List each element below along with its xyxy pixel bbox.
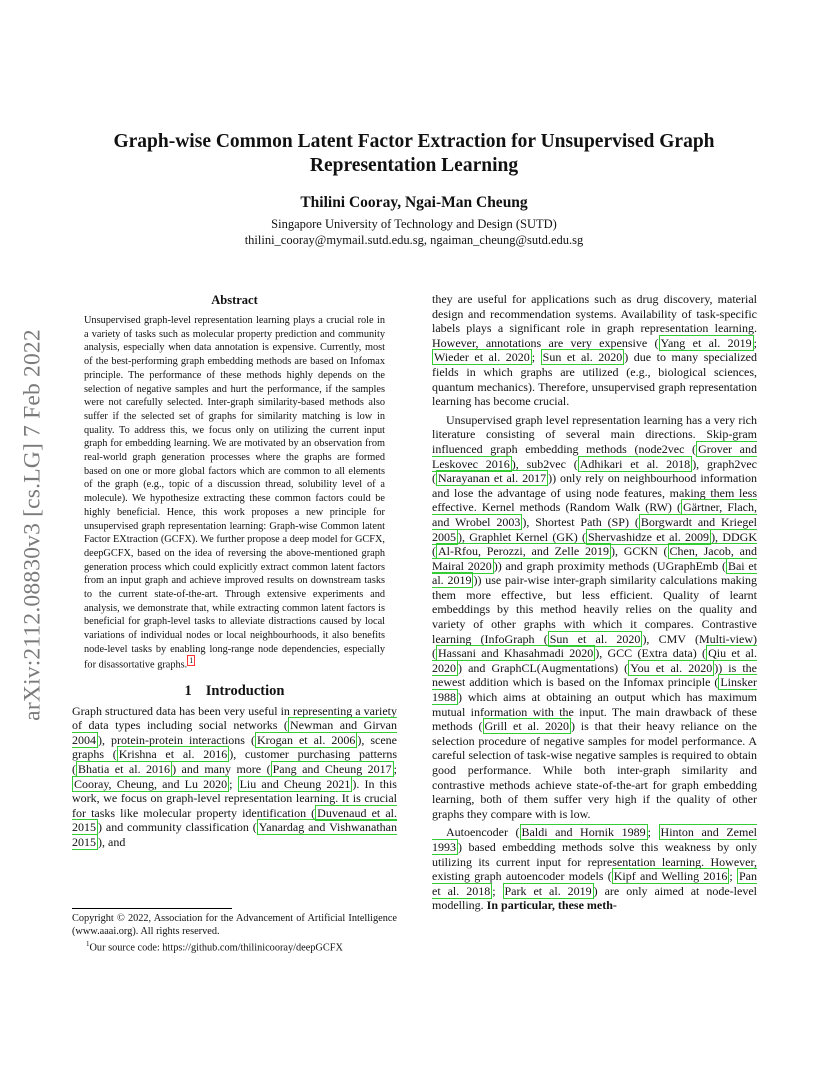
citation-link[interactable]: Al-Rfou, Perozzi, and Zelle 2019 — [438, 544, 609, 559]
text-run: ; — [531, 350, 541, 365]
text-run: )) is the newest addition which is based on the Infomax principle ( — [432, 660, 758, 690]
abstract-text: Unsupervised graph-level representation learning plays a crucial role in a variety of tasks such as molecular property prediction and community analysis, especially when data annotation is expensive. Currently, most of the best-performing graph embedding methods are based on Infomax principle. The performance of these methods highly depends on the selection of negative samples and hurt the performance, if the samples were not carefully selected. Inter-graph similarity-based methods also suffer if the selected set of graphs for similarity matching is low in quality. To address this, we focus only on utilizing the current input graph for embedding learning. We are motivated by an observation from real-world graph generation processes where the graphs are formed based on one or more global factors which are common to all elements of the graph (e.g., topic of a discussion thread, solubility level of a molecule). We hypothesize extracting these common factors could be highly beneficial. Hence, this work proposes a new principle for unsupervised graph representation learning: Graph-wise Common latent Factor EXtraction (GCFX). We further propose a deep model for GCFX, deepGCFX, based on the idea of reversing the above-mentioned graph generation process which could explicitly extract common latent factors from an input graph and achieve improved results on downstream tasks to the current state-of-the-art. Through extensive experiments and analysis, we demonstrate that, while extracting common latent factors is beneficial for graph-level tasks to alleviate distractions caused by local variations of individual nodes or local neighbourhoods, it also benefits node-level tasks by enabling long-range node dependencies, especially for disassortative graphs. — [84, 315, 385, 670]
text-run: ), DDGK ( — [432, 529, 757, 559]
citation-link[interactable]: Borgwardt and Kriegel 2005 — [432, 514, 757, 544]
citation-link[interactable]: Narayanan et al. 2017 — [438, 471, 547, 486]
citation-link[interactable]: Pang and Cheung 2017 — [272, 762, 392, 777]
citation-link[interactable]: Linsker 1988 — [432, 675, 757, 705]
text-run: they are useful for applications such as drug discovery, material design and recommendation systems. Availability of task-specific labels plays a significant role in graph representation learning. However, annotations are very expensive ( — [432, 292, 757, 350]
citation-link[interactable]: Yanardag and Vishwanathan 2015 — [72, 820, 397, 850]
affiliation-block — [100, 216, 728, 248]
text-run: ), protein-protein interactions ( — [98, 732, 255, 747]
text-run: Unsupervised graph level representation learning has a very rich literature consisting of several main directions. Skip-gram influenced graph embedding methods (node2vec ( — [432, 412, 757, 456]
citation-link[interactable]: Sun et al. 2020 — [542, 350, 623, 365]
intro-paragraph-1 — [72, 704, 397, 850]
title-line-1: Graph-wise Common Latent Factor Extraction for Unsupervised Graph — [113, 131, 715, 152]
right-column — [432, 292, 757, 913]
citation-link[interactable]: Yang et al. 2019 — [660, 335, 752, 350]
footnote-rule — [72, 908, 232, 909]
citation-link[interactable]: Grover and Leskovec 2016 — [432, 441, 758, 471]
text-run: ) and GraphCL(Augmentations) ( — [458, 660, 629, 675]
text-run: ), scene graphs ( — [72, 732, 397, 762]
citation-link[interactable]: Sun et al. 2020 — [549, 631, 641, 646]
citation-link[interactable]: Gärtner, Flach, and Wrobel 2003 — [432, 500, 757, 529]
citation-link[interactable]: Bai et al. 2019 — [432, 558, 757, 588]
arxiv-sidebar — [0, 290, 66, 760]
citation-link[interactable]: Qiu et al. 2020 — [432, 646, 757, 675]
text-run: ; — [229, 776, 238, 791]
text-run: ) based embedding methods solve this weakness by only utilizing its current input for representation learning. However, existing graph autoencoder models ( — [432, 839, 757, 884]
citation-link[interactable]: Duvenaud et al. 2015 — [72, 805, 398, 835]
text-run: ), sub2vec ( — [511, 456, 578, 471]
footnote-text: Our source code: https://github.com/thilinicooray/deepGCFX — [89, 942, 343, 954]
section-title: Introduction — [205, 682, 285, 699]
text-run: ) is that their heavy reliance on the selection procedure of negative samples for model performance. A careful selection of task-wise negative samples is required to obtain good performance. While both inter-graph similarity and contrastive methods achieve state-of-the-art for graph embedding learning, both of them suffer very high if the quality of other graphs they compare with is low. — [432, 719, 758, 821]
citation-link[interactable]: Bhatia et al. 2016 — [78, 762, 171, 777]
text-run: Graph structured data has been very useful in representing a variety of data types including social networks ( — [72, 703, 397, 733]
text-run: ), customer purchasing patterns ( — [72, 747, 397, 777]
citation-link[interactable]: You et al. 2020 — [630, 660, 713, 675]
text-run: ). In this work, we focus on graph-level representation learning. It is crucial for tasks like molecular property identification ( — [72, 776, 397, 820]
section-number: 1 — [184, 682, 192, 699]
left-column — [72, 292, 397, 850]
text-run: ) and community classification ( — [98, 820, 257, 835]
citation-link[interactable]: Hinton and Zemel 1993 — [432, 825, 757, 854]
citation-link[interactable]: Kipf and Welling 2016 — [613, 869, 728, 884]
author-list: Thilini Cooray, Ngai-Man Cheung — [300, 194, 528, 211]
text-run: ), GCC (Extra data) ( — [595, 646, 707, 661]
text-run: )) and graph proximity methods (UGraphEmb ( — [493, 558, 726, 573]
text-run: ; — [753, 335, 757, 350]
text-run: )) use pair-wise inter-graph similarity calculations making them more effective, but less efficient. Quality of learnt embeddings by this method heavily relies on the quality and variety of other graphs with which it compares. Contrastive learning (InfoGraph ( — [432, 573, 758, 646]
citation-link[interactable]: Baldi and Hornik 1989 — [521, 825, 646, 840]
arxiv-identifier: arXiv:2112.08830v3 [cs.LG] 7 Feb 2022 — [19, 329, 46, 721]
text-run: ) which aims at obtaining an output which has maximum mutual information with the input. The main drawback of these methods ( — [432, 690, 757, 734]
citation-link[interactable]: Shervashidze et al. 2009 — [587, 529, 710, 544]
text-run: ), and — [98, 835, 126, 850]
text-run: ), CMV (Multi-view) ( — [432, 631, 757, 661]
text-run: ) and many more ( — [172, 762, 271, 777]
citation-link[interactable]: Pan et al. 2018 — [432, 869, 757, 898]
text-run: ; — [393, 762, 398, 777]
text-run: ) due to many specialized fields in which graphs are utilized (e.g., biological sciences, quantum mechanics). Therefore, unsupervised graph representation learning has become crucial. — [432, 350, 758, 409]
citation-link[interactable]: Adhikari et al. 2018 — [579, 456, 691, 471]
abstract-heading: Abstract — [211, 293, 258, 307]
citation-link[interactable]: Cooray, Cheung, and Lu 2020 — [74, 776, 228, 791]
citation-link[interactable]: Grill et al. 2020 — [484, 719, 569, 734]
citation-link[interactable]: Chen, Jacob, and Mairal 2020 — [432, 544, 757, 573]
bold-statement: In particular, these meth- — [486, 898, 617, 913]
affiliation: Singapore University of Technology and Design (SUTD) — [271, 217, 557, 231]
title-line-2: Representation Learning — [309, 155, 519, 176]
footnote-number: 1 — [86, 940, 90, 949]
text-run: ), Shortest Path (SP) ( — [522, 514, 639, 529]
text-run: Autoencoder ( — [446, 825, 520, 840]
citation-link[interactable]: Krogan et al. 2006 — [256, 732, 356, 747]
citation-link[interactable]: Newman and Girvan 2004 — [72, 718, 398, 747]
right-paragraph-2 — [432, 413, 757, 822]
text-run: ), graph2vec ( — [432, 456, 757, 486]
text-run: )) only rely on neighbourhood information and lose the advantage of using node features, making them less effective. Kernel methods (Random Walk (RW) ( — [432, 471, 757, 515]
text-run: ; — [647, 825, 659, 840]
right-paragraph-3 — [432, 825, 757, 913]
text-run: ), Graphlet Kernel (GK) ( — [458, 529, 586, 544]
section-heading-introduction — [72, 682, 397, 700]
citation-link[interactable]: Park et al. 2019 — [504, 883, 592, 898]
text-run: ; — [492, 883, 503, 898]
citation-link[interactable]: Wieder et al. 2020 — [434, 350, 530, 365]
text-run: ; — [729, 869, 737, 884]
text-run: ), GCKN ( — [610, 544, 668, 559]
citation-link[interactable]: Krishna et al. 2016 — [118, 747, 228, 762]
text-run: ) are only aimed at node-level modelling. — [432, 883, 757, 913]
paper-title — [100, 130, 728, 178]
footnote-area — [72, 908, 397, 955]
citation-link[interactable]: Liu and Cheung 2021 — [239, 776, 351, 791]
footnote-link[interactable]: 1 — [189, 655, 194, 665]
citation-link[interactable]: Hassani and Khasahmadi 2020 — [438, 646, 594, 661]
abstract-body — [84, 314, 385, 672]
author-emails: thilini_cooray@mymail.sutd.edu.sg, ngaiman_cheung@sutd.edu.sg — [244, 233, 584, 247]
copyright-notice: Copyright © 2022, Association for the Advancement of Artificial Intelligence (www.aaai.org). All rights reserved. — [72, 913, 397, 938]
right-paragraph-1 — [432, 292, 757, 409]
footnote-source-code — [86, 938, 397, 955]
